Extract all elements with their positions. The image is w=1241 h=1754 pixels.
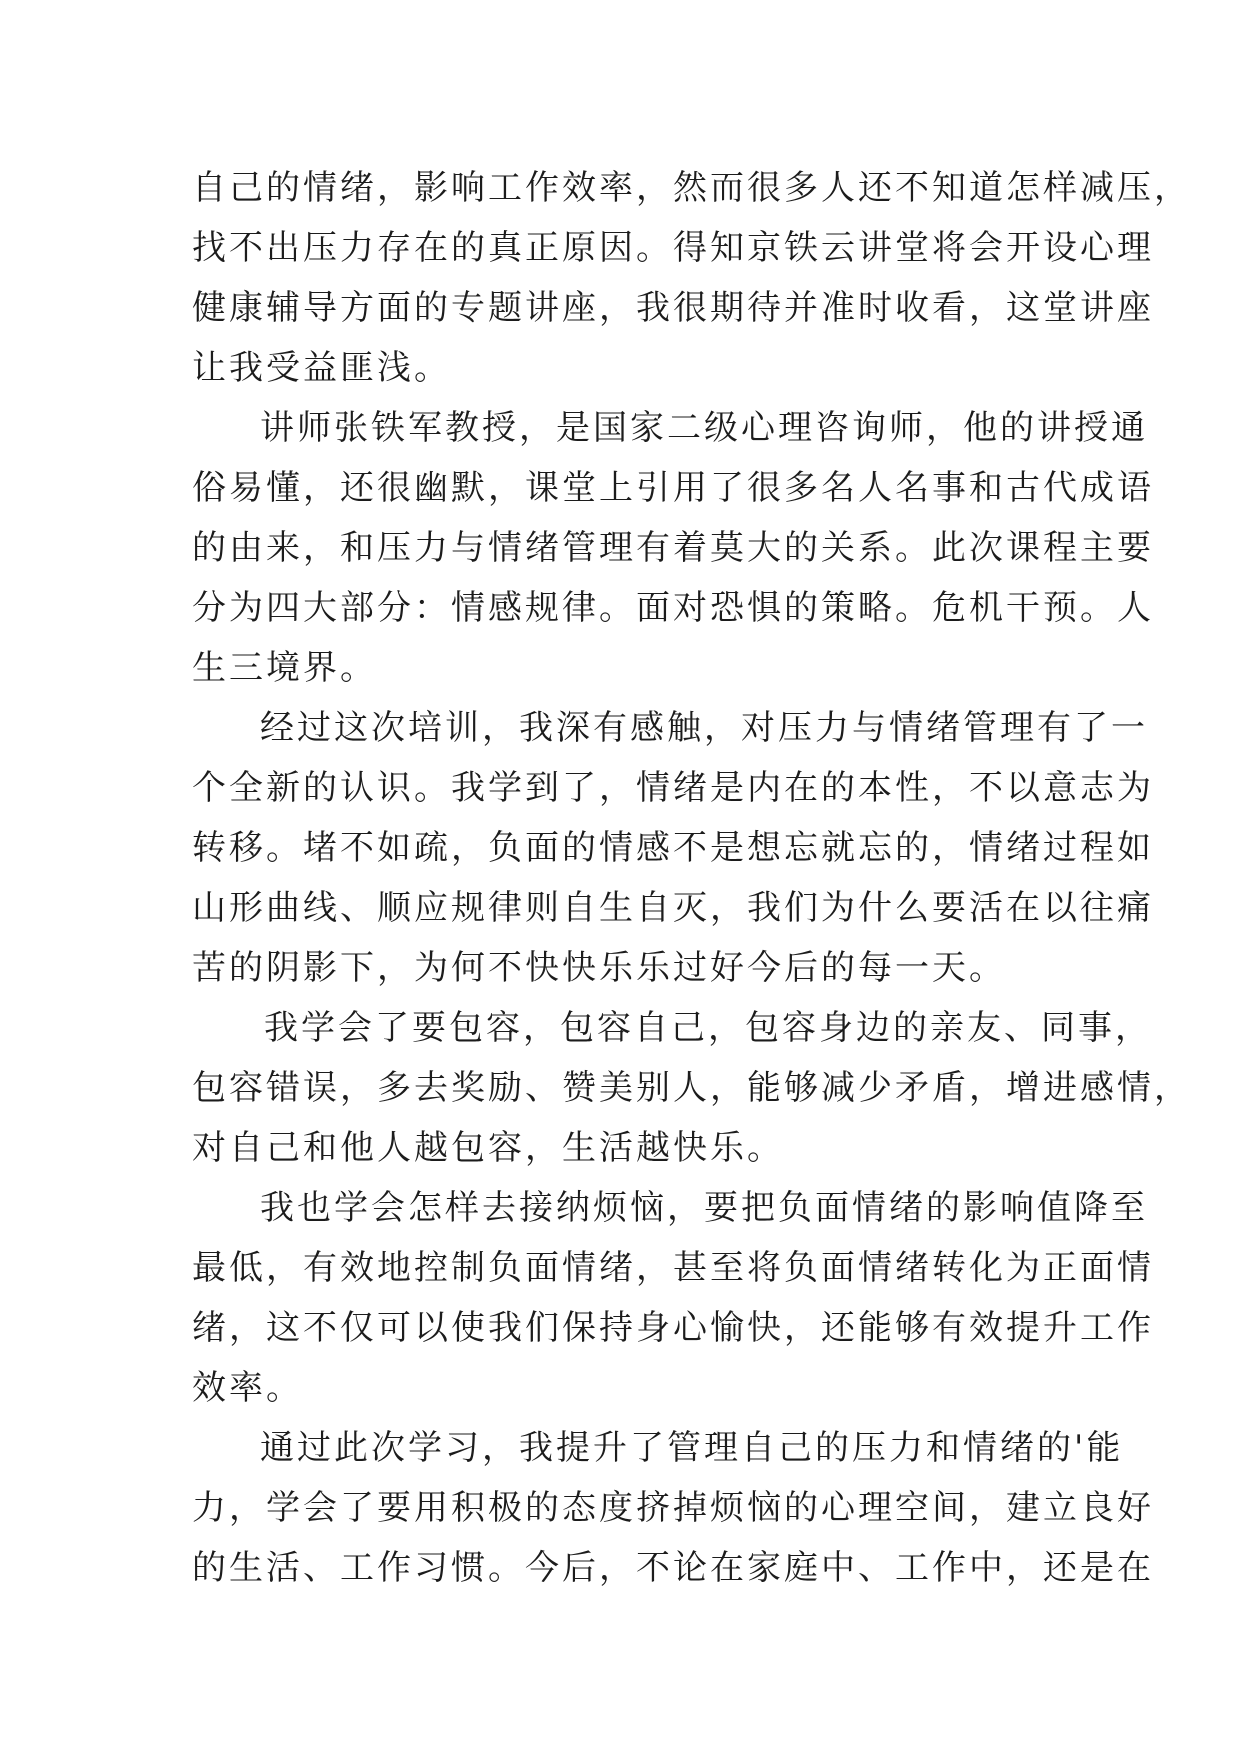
text-line: 我也学会怎样去接纳烦恼，要把负面情绪的影响值降至 <box>260 1188 1148 1228</box>
document-body <box>192 158 1191 1598</box>
text-line: 包容错误，多去奖励、赞美别人，能够减少矛盾，增进感情， <box>192 1068 1191 1108</box>
text-line: 苦的阴影下，为何不快快乐乐过好今后的每一天。 <box>192 948 1006 988</box>
text-line: 山形曲线、顺应规律则自生自灭，我们为什么要活在以往痛 <box>192 888 1154 928</box>
text-line: 我学会了要包容，包容自己，包容身边的亲友、同事， <box>264 1008 1152 1048</box>
text-line: 经过这次培训，我深有感触，对压力与情绪管理有了一 <box>260 708 1148 748</box>
text-line: 绪，这不仅可以使我们保持身心愉快，还能够有效提升工作 <box>192 1308 1154 1348</box>
text-line: 通过此次学习，我提升了管理自己的压力和情绪的'能 <box>260 1428 1124 1468</box>
text-line: 对自己和他人越包容，生活越快乐。 <box>192 1128 784 1168</box>
text-line: 个全新的认识。我学到了，情绪是内在的本性，不以意志为 <box>192 768 1154 808</box>
text-line: 的由来，和压力与情绪管理有着莫大的关系。此次课程主要 <box>192 528 1154 568</box>
text-line: 让我受益匪浅。 <box>192 348 451 388</box>
text-line: 分为四大部分：情感规律。面对恐惧的策略。危机干预。人 <box>192 588 1154 628</box>
text-line: 讲师张铁军教授，是国家二级心理咨询师，他的讲授通 <box>260 408 1148 448</box>
text-line: 健康辅导方面的专题讲座，我很期待并准时收看，这堂讲座 <box>192 288 1154 328</box>
text-line: 的生活、工作习惯。今后，不论在家庭中、工作中，还是在 <box>192 1548 1154 1588</box>
text-line: 生三境界。 <box>192 648 377 688</box>
text-line: 俗易懂，还很幽默，课堂上引用了很多名人名事和古代成语 <box>192 468 1154 508</box>
text-line: 效率。 <box>192 1368 303 1408</box>
text-line: 找不出压力存在的真正原因。得知京铁云讲堂将会开设心理 <box>192 228 1154 268</box>
text-line: 自己的情绪，影响工作效率，然而很多人还不知道怎样减压， <box>192 168 1191 208</box>
text-line: 力，学会了要用积极的态度挤掉烦恼的心理空间，建立良好 <box>192 1488 1154 1528</box>
text-line: 转移。堵不如疏，负面的情感不是想忘就忘的，情绪过程如 <box>192 828 1154 868</box>
text-line: 最低，有效地控制负面情绪，甚至将负面情绪转化为正面情 <box>192 1248 1154 1288</box>
